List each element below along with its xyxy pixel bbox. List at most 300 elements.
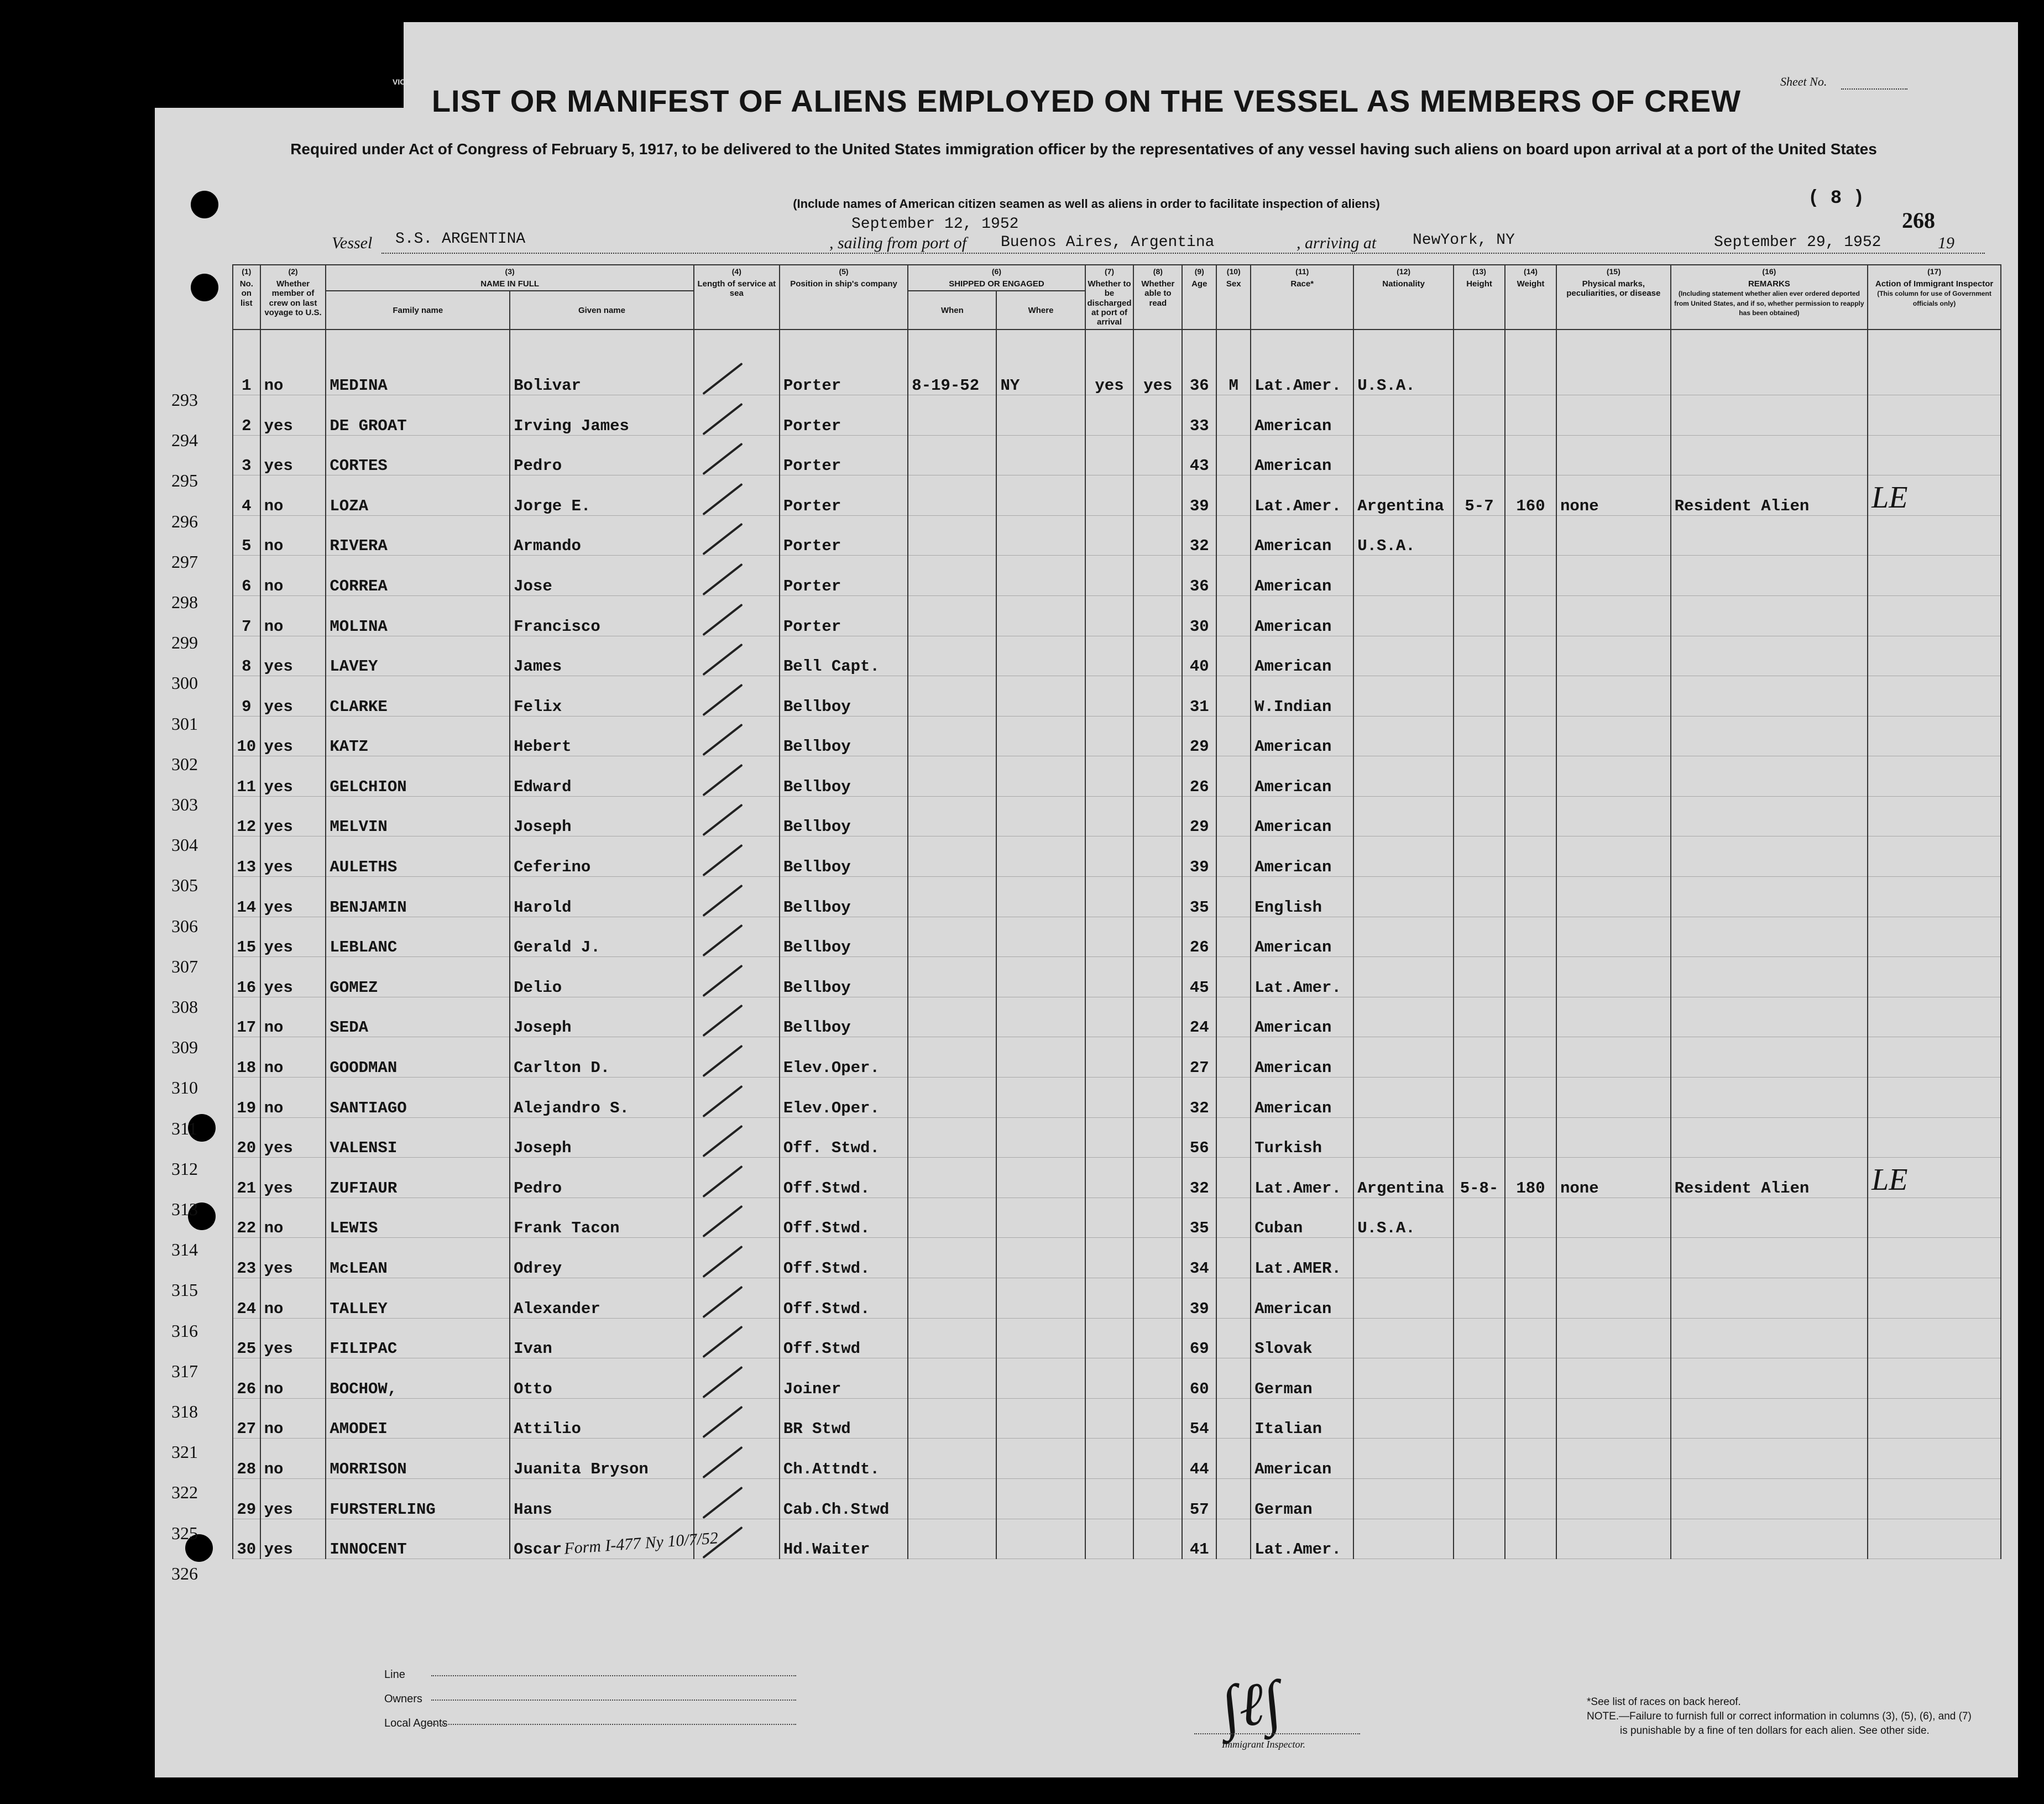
- col-header-action: (17) Action of Immigrant Inspector (This column for use of Government officials only): [1868, 265, 2001, 330]
- cell-position: Off.Stwd: [780, 1318, 908, 1358]
- cell-family: CORREA: [326, 556, 510, 596]
- sailing-port: Buenos Aires, Argentina: [1001, 234, 1215, 251]
- cell-nationality: [1353, 836, 1454, 877]
- table-row: [233, 475, 2001, 516]
- cell-discharged: [1085, 1078, 1134, 1118]
- cell-where: [996, 1238, 1085, 1278]
- cell-no: 11: [233, 756, 260, 797]
- cell-position: Cab.Ch.Stwd: [780, 1478, 908, 1519]
- cell-remarks: [1671, 1358, 1868, 1399]
- cell-sex: [1216, 716, 1251, 756]
- cell-when: [908, 1478, 996, 1519]
- cell-where: [996, 877, 1085, 917]
- cell-read: [1133, 1358, 1182, 1399]
- cell-discharged: [1085, 1318, 1134, 1358]
- cell-when: [908, 877, 996, 917]
- cell-height: [1454, 435, 1505, 475]
- table-row: [233, 1037, 2001, 1078]
- cell-action: [1868, 1117, 2001, 1158]
- cell-remarks: [1671, 796, 1868, 836]
- cell-voyage: no: [260, 515, 326, 556]
- table-row: [233, 1439, 2001, 1479]
- margin-number: 304: [171, 835, 198, 855]
- cell-no: 20: [233, 1117, 260, 1158]
- cell-nationality: [1353, 997, 1454, 1037]
- margin-number: 315: [171, 1280, 198, 1300]
- cell-weight: [1505, 1238, 1556, 1278]
- cell-remarks: [1671, 515, 1868, 556]
- cell-sex: [1216, 756, 1251, 797]
- cell-discharged: [1085, 395, 1134, 435]
- cell-nationality: [1353, 395, 1454, 435]
- cell-family: RIVERA: [326, 515, 510, 556]
- cell-read: [1133, 1478, 1182, 1519]
- cell-nationality: [1353, 1318, 1454, 1358]
- cell-marks: [1556, 997, 1671, 1037]
- col-header-discharged: (7) Whether to be discharged at port of arrival: [1085, 265, 1134, 330]
- cell-marks: none: [1556, 1158, 1671, 1198]
- cell-marks: [1556, 1398, 1671, 1439]
- cell-sex: [1216, 1158, 1251, 1198]
- cell-service: [694, 395, 780, 435]
- service-check-mark: [702, 924, 743, 957]
- margin-number: 309: [171, 1037, 198, 1058]
- cell-discharged: [1085, 1398, 1134, 1439]
- cell-action: [1868, 676, 2001, 717]
- table-row: [233, 595, 2001, 636]
- cell-height: [1454, 636, 1505, 676]
- cell-family: ZUFIAUR: [326, 1158, 510, 1198]
- cell-weight: [1505, 355, 1556, 395]
- col-header-position: (5) Position in ship's company: [780, 265, 908, 330]
- cell-discharged: [1085, 556, 1134, 596]
- col-header-shipped: (6) SHIPPED OR ENGAGED: [908, 265, 1085, 291]
- service-check-mark: [702, 1406, 743, 1439]
- cell-remarks: [1671, 1278, 1868, 1319]
- cell-position: Bellboy: [780, 676, 908, 717]
- cell-height: 5-7: [1454, 475, 1505, 516]
- cell-weight: [1505, 836, 1556, 877]
- cell-given: Irving James: [510, 395, 694, 435]
- cell-given: Joseph: [510, 1117, 694, 1158]
- cell-remarks: [1671, 355, 1868, 395]
- cell-position: Off.Stwd.: [780, 1278, 908, 1319]
- cell-age: 35: [1182, 1198, 1216, 1238]
- cell-no: 30: [233, 1519, 260, 1559]
- cell-given: Alejandro S.: [510, 1078, 694, 1118]
- cell-height: [1454, 796, 1505, 836]
- cell-given: Joseph: [510, 796, 694, 836]
- cell-voyage: yes: [260, 636, 326, 676]
- cell-voyage: no: [260, 595, 326, 636]
- margin-number: 302: [171, 754, 198, 774]
- cell-marks: [1556, 1519, 1671, 1559]
- cell-service: [694, 997, 780, 1037]
- cell-weight: [1505, 997, 1556, 1037]
- cell-age: 57: [1182, 1478, 1216, 1519]
- cell-remarks: [1671, 1478, 1868, 1519]
- cell-weight: [1505, 1078, 1556, 1118]
- col-header-remarks: (16) REMARKS (Including statement whether alien ever ordered deported from United States, and if so, whether permission to reapply has been obtained): [1671, 265, 1868, 330]
- cell-when: [908, 676, 996, 717]
- cell-action: [1868, 877, 2001, 917]
- cell-action: [1868, 796, 2001, 836]
- sheet-no-label: Sheet No.: [1780, 75, 1827, 88]
- margin-number: 317: [171, 1361, 198, 1381]
- footnote-penalty-cont: is punishable by a fine of ten dollars for each alien. See other side.: [1620, 1725, 1930, 1737]
- cell-weight: [1505, 716, 1556, 756]
- cell-read: [1133, 475, 1182, 516]
- cell-service: [694, 355, 780, 395]
- cell-discharged: [1085, 877, 1134, 917]
- cell-marks: [1556, 1198, 1671, 1238]
- cell-height: [1454, 917, 1505, 957]
- service-check-mark: [702, 1285, 743, 1318]
- cell-where: [996, 1358, 1085, 1399]
- cell-age: 24: [1182, 997, 1216, 1037]
- vessel-label: Vessel: [332, 234, 373, 252]
- cell-action: LE: [1868, 1158, 2001, 1198]
- cell-family: GOMEZ: [326, 957, 510, 997]
- cell-race: English: [1251, 877, 1353, 917]
- margin-number: 313: [171, 1199, 198, 1219]
- cell-when: [908, 1358, 996, 1399]
- cell-weight: [1505, 756, 1556, 797]
- cell-family: SANTIAGO: [326, 1078, 510, 1118]
- cell-read: [1133, 1519, 1182, 1559]
- cell-given: Ceferino: [510, 836, 694, 877]
- cell-where: [996, 1519, 1085, 1559]
- cell-race: American: [1251, 917, 1353, 957]
- cell-sex: [1216, 1398, 1251, 1439]
- cell-race: Lat.Amer.: [1251, 1158, 1353, 1198]
- cell-when: [908, 475, 996, 516]
- cell-family: LOZA: [326, 475, 510, 516]
- cell-family: TALLEY: [326, 1278, 510, 1319]
- cell-race: American: [1251, 556, 1353, 596]
- cell-no: 13: [233, 836, 260, 877]
- cell-where: [996, 1158, 1085, 1198]
- cell-no: 5: [233, 515, 260, 556]
- cell-no: 1: [233, 355, 260, 395]
- cell-given: James: [510, 636, 694, 676]
- cell-race: German: [1251, 1358, 1353, 1399]
- cell-action: [1868, 556, 2001, 596]
- service-check-mark: [702, 563, 743, 596]
- cell-where: [996, 515, 1085, 556]
- cell-no: 14: [233, 877, 260, 917]
- cell-discharged: [1085, 1478, 1134, 1519]
- cell-discharged: [1085, 636, 1134, 676]
- cell-no: 26: [233, 1358, 260, 1399]
- cell-sex: [1216, 1519, 1251, 1559]
- cell-given: Pedro: [510, 435, 694, 475]
- cell-marks: [1556, 1117, 1671, 1158]
- inspector-label: Immigrant Inspector.: [1222, 1739, 1305, 1750]
- cell-voyage: yes: [260, 1318, 326, 1358]
- cell-read: [1133, 1238, 1182, 1278]
- cell-remarks: [1671, 877, 1868, 917]
- service-check-mark: [702, 1125, 743, 1158]
- col-header-where: Where: [996, 291, 1085, 330]
- cell-voyage: no: [260, 1078, 326, 1118]
- cell-read: [1133, 435, 1182, 475]
- cell-voyage: yes: [260, 957, 326, 997]
- cell-discharged: [1085, 1519, 1134, 1559]
- cell-age: 33: [1182, 395, 1216, 435]
- cell-where: [996, 435, 1085, 475]
- cell-discharged: [1085, 756, 1134, 797]
- cell-nationality: [1353, 796, 1454, 836]
- cell-height: [1454, 1318, 1505, 1358]
- cell-read: [1133, 556, 1182, 596]
- cell-remarks: [1671, 917, 1868, 957]
- cell-service: [694, 1117, 780, 1158]
- service-check-mark: [702, 1446, 743, 1479]
- cell-no: 15: [233, 917, 260, 957]
- cell-position: Porter: [780, 595, 908, 636]
- cell-service: [694, 1439, 780, 1479]
- cell-action: [1868, 636, 2001, 676]
- cell-where: [996, 1278, 1085, 1319]
- cell-nationality: [1353, 756, 1454, 797]
- cell-read: [1133, 1318, 1182, 1358]
- cell-when: [908, 1117, 996, 1158]
- service-check-mark: [702, 363, 743, 395]
- cell-sex: [1216, 515, 1251, 556]
- margin-number: 296: [171, 511, 198, 531]
- service-check-mark: [702, 1246, 743, 1278]
- cell-when: [908, 756, 996, 797]
- inspector-line: [1194, 1733, 1360, 1734]
- cell-marks: [1556, 676, 1671, 717]
- col-header-marks: (15) Physical marks, peculiarities, or disease: [1556, 265, 1671, 330]
- cell-position: Porter: [780, 515, 908, 556]
- cell-marks: [1556, 716, 1671, 756]
- owners-field: [431, 1700, 796, 1701]
- cell-remarks: [1671, 395, 1868, 435]
- cell-age: 26: [1182, 756, 1216, 797]
- margin-number: 311: [171, 1118, 197, 1138]
- cell-remarks: [1671, 1078, 1868, 1118]
- cell-action: [1868, 836, 2001, 877]
- cell-nationality: [1353, 636, 1454, 676]
- cell-weight: [1505, 1278, 1556, 1319]
- cell-when: [908, 917, 996, 957]
- cell-read: [1133, 1198, 1182, 1238]
- vessel-name: S.S. ARGENTINA: [395, 231, 526, 248]
- margin-number: 295: [171, 470, 198, 491]
- cell-read: [1133, 836, 1182, 877]
- table-row: [233, 1278, 2001, 1319]
- cell-discharged: [1085, 1198, 1134, 1238]
- service-check-mark: [702, 1326, 743, 1358]
- cell-read: [1133, 636, 1182, 676]
- cell-where: [996, 917, 1085, 957]
- cell-sex: [1216, 1037, 1251, 1078]
- margin-number: 318: [171, 1402, 198, 1421]
- cell-service: [694, 556, 780, 596]
- service-check-mark: [702, 603, 743, 636]
- cell-family: LAVEY: [326, 636, 510, 676]
- margin-number: 301: [171, 713, 198, 734]
- cell-voyage: yes: [260, 676, 326, 717]
- cell-when: [908, 1037, 996, 1078]
- cell-where: [996, 595, 1085, 636]
- cell-race: American: [1251, 796, 1353, 836]
- cell-action: [1868, 1439, 2001, 1479]
- cell-marks: [1556, 1318, 1671, 1358]
- table-row: [233, 355, 2001, 395]
- table-row: [233, 877, 2001, 917]
- margin-number: 299: [171, 632, 198, 653]
- cell-marks: [1556, 395, 1671, 435]
- cell-action: [1868, 957, 2001, 997]
- service-check-mark: [702, 1205, 743, 1238]
- cell-family: MEDINA: [326, 355, 510, 395]
- cell-nationality: [1353, 1439, 1454, 1479]
- cell-race: Lat.AMER.: [1251, 1238, 1353, 1278]
- cell-no: 23: [233, 1238, 260, 1278]
- cell-nationality: [1353, 716, 1454, 756]
- cell-height: [1454, 997, 1505, 1037]
- cell-position: Bellboy: [780, 957, 908, 997]
- cell-given: Alexander: [510, 1278, 694, 1319]
- cell-when: [908, 636, 996, 676]
- cell-voyage: yes: [260, 435, 326, 475]
- service-check-mark: [702, 683, 743, 716]
- cell-service: [694, 1198, 780, 1238]
- cell-action: [1868, 435, 2001, 475]
- cell-action: [1868, 1398, 2001, 1439]
- cell-family: DE GROAT: [326, 395, 510, 435]
- cell-race: American: [1251, 1278, 1353, 1319]
- cell-race: Italian: [1251, 1398, 1353, 1439]
- cell-family: LEBLANC: [326, 917, 510, 957]
- cell-age: 40: [1182, 636, 1216, 676]
- cell-weight: [1505, 636, 1556, 676]
- cell-race: Turkish: [1251, 1117, 1353, 1158]
- page-number: ( 8 ): [1808, 188, 1865, 209]
- cell-where: [996, 676, 1085, 717]
- cell-race: Lat.Amer.: [1251, 957, 1353, 997]
- cell-position: Bellboy: [780, 716, 908, 756]
- cell-sex: [1216, 636, 1251, 676]
- cell-given: Ivan: [510, 1318, 694, 1358]
- cell-discharged: [1085, 515, 1134, 556]
- cell-weight: [1505, 1358, 1556, 1399]
- cell-marks: [1556, 1278, 1671, 1319]
- cell-service: [694, 1158, 780, 1198]
- agents-label: Local Agents: [384, 1717, 448, 1729]
- cell-voyage: yes: [260, 796, 326, 836]
- cell-position: Off.Stwd.: [780, 1158, 908, 1198]
- cell-voyage: yes: [260, 716, 326, 756]
- cell-sex: [1216, 1318, 1251, 1358]
- cell-action: [1868, 595, 2001, 636]
- cell-given: Hans: [510, 1478, 694, 1519]
- cell-read: [1133, 1439, 1182, 1479]
- cell-marks: [1556, 1478, 1671, 1519]
- cell-sex: [1216, 1278, 1251, 1319]
- cell-height: [1454, 1078, 1505, 1118]
- table-row: [233, 1398, 2001, 1439]
- cell-marks: [1556, 917, 1671, 957]
- cell-marks: [1556, 957, 1671, 997]
- cell-remarks: [1671, 1318, 1868, 1358]
- cell-sex: [1216, 957, 1251, 997]
- cell-family: GOODMAN: [326, 1037, 510, 1078]
- cell-discharged: [1085, 1037, 1134, 1078]
- service-check-mark: [702, 1045, 743, 1078]
- cell-sex: [1216, 917, 1251, 957]
- cell-sex: [1216, 1078, 1251, 1118]
- cell-sex: [1216, 435, 1251, 475]
- cell-given: Jorge E.: [510, 475, 694, 516]
- service-check-mark: [702, 523, 743, 556]
- cell-read: [1133, 676, 1182, 717]
- line-label: Line: [384, 1669, 405, 1681]
- table-row: [233, 1198, 2001, 1238]
- table-row: [233, 435, 2001, 475]
- cell-action: [1868, 1078, 2001, 1118]
- cell-family: MORRISON: [326, 1439, 510, 1479]
- cell-given: Jose: [510, 556, 694, 596]
- col-header-family: Family name: [326, 291, 510, 330]
- cell-given: Felix: [510, 676, 694, 717]
- cell-no: 10: [233, 716, 260, 756]
- cell-read: yes: [1133, 355, 1182, 395]
- cell-service: [694, 957, 780, 997]
- cell-remarks: [1671, 676, 1868, 717]
- service-check-mark: [702, 1005, 743, 1037]
- cell-height: [1454, 1198, 1505, 1238]
- cell-action: [1868, 1278, 2001, 1319]
- cell-family: BENJAMIN: [326, 877, 510, 917]
- cell-action: [1868, 1238, 2001, 1278]
- table-row: [233, 1478, 2001, 1519]
- cell-where: [996, 836, 1085, 877]
- cell-voyage: yes: [260, 917, 326, 957]
- cell-family: FILIPAC: [326, 1318, 510, 1358]
- cell-sex: [1216, 836, 1251, 877]
- cell-height: [1454, 1439, 1505, 1479]
- cell-height: [1454, 756, 1505, 797]
- cell-remarks: [1671, 636, 1868, 676]
- cell-where: [996, 1318, 1085, 1358]
- cell-nationality: [1353, 1238, 1454, 1278]
- cell-age: 29: [1182, 796, 1216, 836]
- cell-given: Otto: [510, 1358, 694, 1399]
- cell-given: Hebert: [510, 716, 694, 756]
- cell-when: [908, 1519, 996, 1559]
- margin-number: 306: [171, 916, 198, 936]
- cell-service: [694, 1278, 780, 1319]
- cell-race: American: [1251, 595, 1353, 636]
- table-row: [233, 636, 2001, 676]
- cell-when: [908, 556, 996, 596]
- cell-discharged: [1085, 435, 1134, 475]
- col-header-race: (11) Race*: [1251, 265, 1353, 330]
- cell-position: Porter: [780, 475, 908, 516]
- cell-action: [1868, 1198, 2001, 1238]
- cell-given: Odrey: [510, 1238, 694, 1278]
- cell-action: [1868, 1358, 2001, 1399]
- table-row: [233, 997, 2001, 1037]
- cell-when: [908, 1078, 996, 1118]
- cell-given: Delio: [510, 957, 694, 997]
- col-header-sex: (10) Sex: [1216, 265, 1251, 330]
